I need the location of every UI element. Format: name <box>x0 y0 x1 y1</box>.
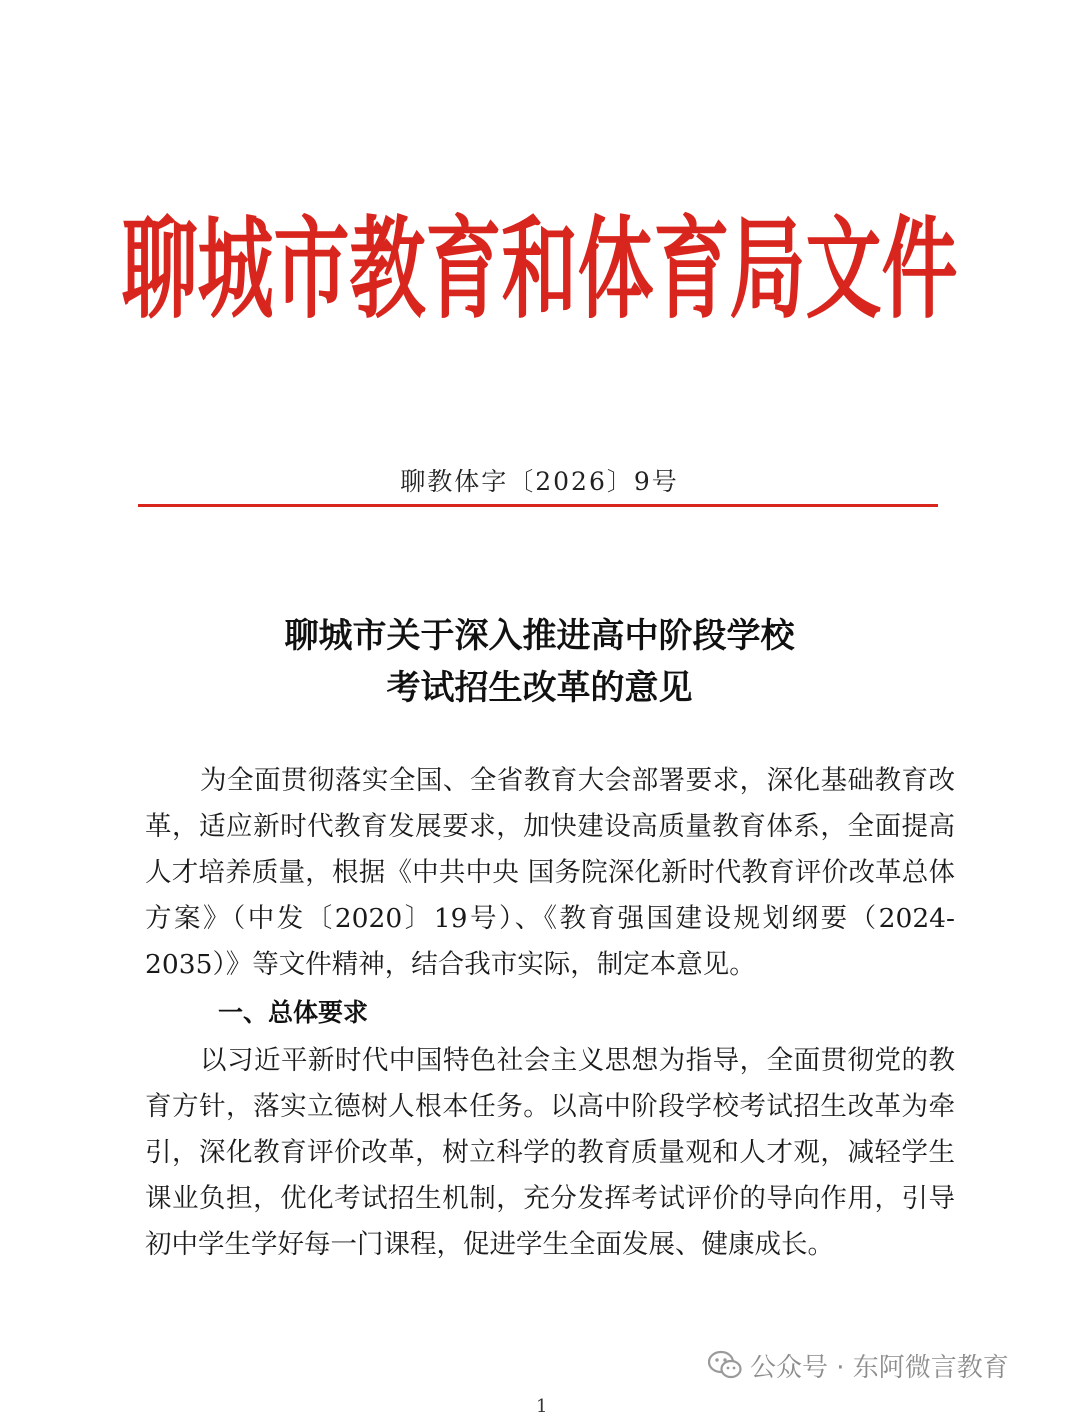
document-title-line-2: 考试招生改革的意见 <box>386 668 693 708</box>
section-heading-general-requirements: 一、总体要求 <box>218 998 369 1027</box>
watermark-text: 公众号 · 东阿微言教育 <box>750 1352 1009 1383</box>
document-number: 聊教体字〔2026〕9号 <box>400 467 679 496</box>
red-divider-line <box>138 504 938 507</box>
section-1-paragraph: 以习近平新时代中国特色社会主义思想为指导，全面贯彻党的教育方针，落实立德树人根本任务。以高中阶段学校考试招生改革为牵引，深化教育评价改革，树立科学的教育质量观和人才观，减轻学生课业负担，优化考试招生机制，充分发挥考试评价的导向作用，引导初中学生学好每一门课程，促进学生全面发展、健康成长。 <box>145 1045 955 1260</box>
wechat-watermark <box>708 1345 1009 1385</box>
wechat-icon <box>708 1350 742 1380</box>
page-number: 1 <box>536 1396 548 1417</box>
document-masthead: 聊城市教育和体育局文件 <box>121 204 958 334</box>
document-title-line-1: 聊城市关于深入推进高中阶段学校 <box>284 616 795 656</box>
intro-paragraph: 为全面贯彻落实全国、全省教育大会部署要求，深化基础教育改革，适应新时代教育发展要求，加快建设高质量教育体系，全面提高人才培养质量，根据《中共中央 国务院深化新时代教育评价改革总体方案》（中发〔2020〕19号）、《教育强国建设规划纲要（2024-2035）》等文件精神，结合我市实际，制定本意见。 <box>145 765 955 980</box>
